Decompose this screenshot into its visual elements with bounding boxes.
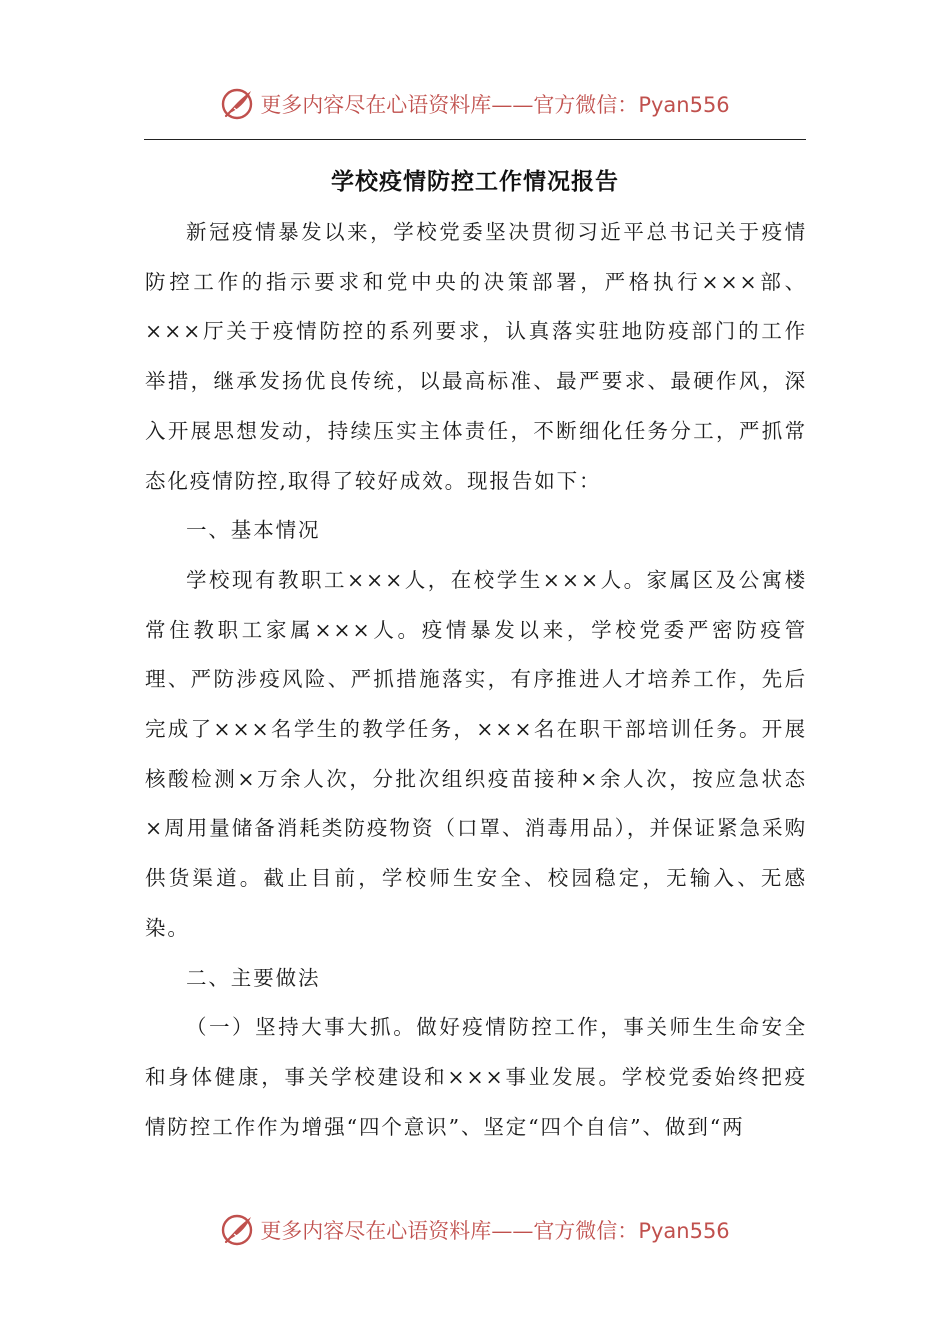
section1-paragraph: 学校现有教职工×××人，在校学生×××人。家属区及公寓楼常住教职工家属×××人。疫情暴发以来，学校党委严密防疫管理、严防涉疫风险、严抓措施落实，有序推进人才培养工作，先后完成了×××名学生的教学任务，×××名在职干部培训任务。开展核酸检测×万余人次，分批次组织疫苗接种×余人次，按应急状态×周用量储备消耗类防疫物资（口罩、消毒用品），并保证紧急采购供货渠道。截止目前，学校师生安全、校园稳定，无输入、无感染。 [145,567,807,940]
header-divider [144,139,806,140]
section1-heading: 一、基本情况 [186,518,321,543]
watermark-wechat-id: Pyan556 [638,93,730,117]
watermark-text [260,89,729,119]
header-watermark [0,82,950,126]
watermark-text [260,1215,729,1245]
section2-paragraph: （一）坚持大事大抓。做好疫情防控工作，事关师生生命安全和身体健康，事关学校建设和×××事业发展。学校党委始终把疫情防控工作作为增强“四个意识”、坚定“四个自信”、做到“两 [145,1015,807,1139]
watermark-dash: —— [491,1219,534,1243]
watermark-official: 官方微信： [533,93,639,117]
document-body [145,208,807,1152]
footer-watermark [0,1208,950,1252]
intro-paragraph: 新冠疫情暴发以来，学校党委坚决贯彻习近平总书记关于疫情防控工作的指示要求和党中央的决策部署，严格执行×××部、×××厅关于疫情防控的系列要求，认真落实驻地防疫部门的工作举措，继承发扬优良传统，以最高标准、最严要求、最硬作风，深入开展思想发动，持续压实主体责任，不断细化任务分工，严抓常态化疫情防控,取得了较好成效。现报告如下： [145,220,807,493]
document-title: 学校疫情防控工作情况报告 [331,169,619,195]
watermark-dash: —— [491,93,534,117]
watermark-official: 官方微信： [533,1219,639,1243]
quill-logo-icon [220,1212,256,1248]
watermark-main: 更多内容尽在心语资料库 [260,93,492,117]
watermark-main: 更多内容尽在心语资料库 [260,1219,492,1243]
watermark-wechat-id: Pyan556 [638,1219,730,1243]
quill-logo-icon [220,86,256,122]
section2-heading: 二、主要做法 [186,965,321,990]
